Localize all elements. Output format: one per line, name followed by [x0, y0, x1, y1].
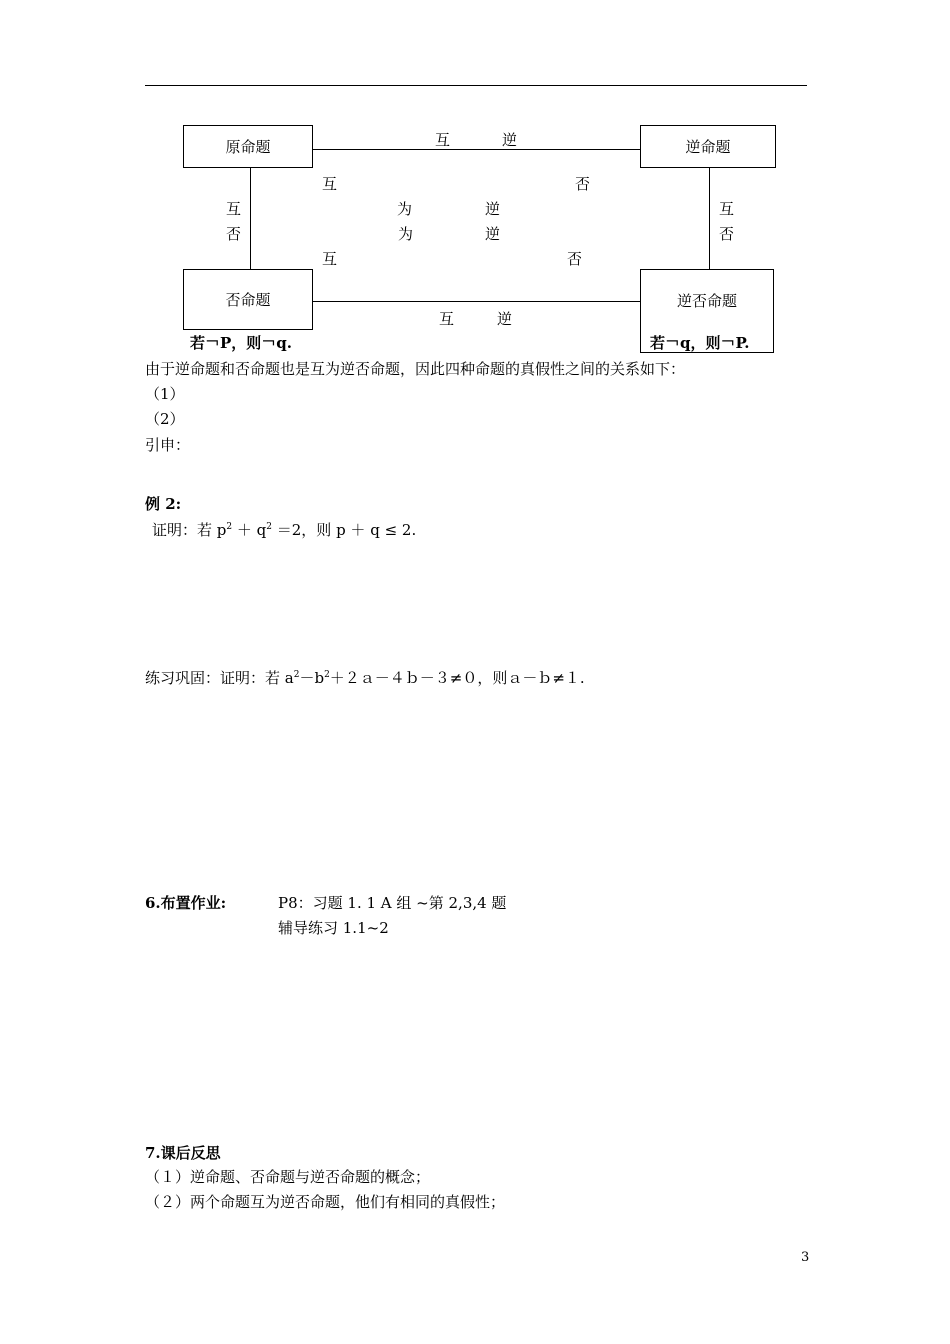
relation-item-2: （2） — [145, 410, 185, 428]
contrapositive-proposition-label: 逆否命题 — [676, 292, 737, 310]
right-edge-char-1: 互 — [719, 200, 735, 218]
diagonal-r4-right: 否 — [567, 250, 583, 268]
example-2-title: 例 2: — [145, 495, 182, 513]
practice-statement: 练习巩固：证明：若 $a^2-b^2+2a-4b-3\ne 0$，则ａ－ｂ≠１. — [145, 669, 585, 687]
diagonal-r4-left: 互 — [322, 250, 338, 268]
bottom-connector — [312, 301, 640, 302]
diagonal-r2-left: 为 — [397, 200, 413, 218]
relation-item-1: （1） — [145, 385, 185, 403]
page-number: 3 — [801, 1250, 810, 1265]
homework-line-1: P8：习题 1. 1 A 组 ~第 2,3,4 题 — [278, 894, 507, 912]
reflection-item-2: （２）两个命题互为逆否命题，他们有相同的真假性； — [145, 1193, 506, 1211]
left-edge-char-2: 否 — [226, 225, 242, 243]
reflection-title: 7.课后反思 — [145, 1144, 221, 1162]
converse-proposition-box — [640, 125, 776, 168]
inverse-proposition-label: 否命题 — [225, 291, 271, 309]
relation-text: 由于逆命题和否命题也是互为逆否命题，因此四种命题的真假性之间的关系如下： — [145, 360, 686, 378]
top-edge-char-1: 互 — [435, 131, 451, 149]
homework-line-2: 辅导练习 1.1~2 — [278, 919, 389, 937]
diagonal-r1-left: 互 — [322, 175, 338, 193]
top-connector — [312, 149, 640, 150]
bottom-edge-char-2: 逆 — [497, 310, 513, 328]
diagonal-r3-right: 逆 — [485, 225, 501, 243]
diagonal-r3-left: 为 — [398, 225, 414, 243]
example-2-statement: 证明：若 $p^2 + q^2 =2$，则 p ＋ q ≤ 2. — [152, 521, 417, 539]
inverse-proposition-box — [183, 269, 313, 330]
diagonal-r1-right: 否 — [575, 175, 591, 193]
header-rule — [145, 85, 807, 86]
inverse-formula: 若￢P，则￢q. — [190, 334, 292, 352]
right-connector — [709, 167, 710, 269]
diagonal-r2-right: 逆 — [485, 200, 501, 218]
top-edge-char-2: 逆 — [502, 131, 518, 149]
original-proposition-label: 原命题 — [225, 138, 271, 156]
left-edge-char-1: 互 — [226, 200, 242, 218]
converse-proposition-label: 逆命题 — [685, 138, 731, 156]
contrapositive-formula: 若￢q，则￢P. — [650, 334, 750, 352]
left-connector — [250, 167, 251, 269]
bottom-edge-char-1: 互 — [439, 310, 455, 328]
right-edge-char-2: 否 — [719, 225, 735, 243]
homework-title: 6.布置作业: — [145, 894, 227, 912]
reflection-item-1: （１）逆命题、否命题与逆否命题的概念； — [145, 1168, 431, 1186]
extension-label: 引申： — [145, 436, 191, 454]
original-proposition-box — [183, 125, 313, 168]
